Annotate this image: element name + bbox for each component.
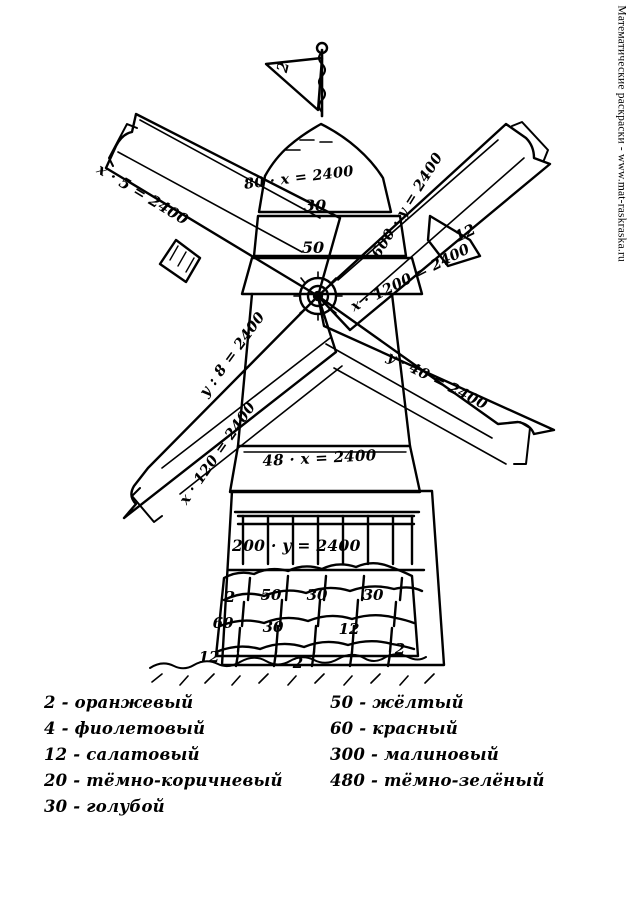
legend-column-left <box>44 690 283 820</box>
number-stone-7: 12 <box>338 620 360 638</box>
legend-item: 480 - тёмно-зелёный <box>330 771 545 790</box>
color-legend <box>0 690 636 840</box>
legend-column-right <box>330 690 545 794</box>
legend-item: 12 - салатовый <box>44 745 200 764</box>
equation-blade-center-right: x · 1200 = 2400 <box>348 240 473 316</box>
number-flag: 2 <box>273 59 293 75</box>
number-stone-3: 30 <box>306 586 328 604</box>
number-stone-8: 2 <box>394 640 406 658</box>
equation-roof-left: 80 · x = 2400 <box>243 162 355 193</box>
equation-roof-right: 600 · y = 2400 <box>368 149 447 262</box>
equation-blade-bottom-left: y : 8 = 2400 <box>196 308 269 400</box>
equation-body-window: 200 · y = 2400 <box>232 536 361 555</box>
number-stone-2: 50 <box>260 586 282 604</box>
legend-item: 4 - фиолетовый <box>44 719 206 738</box>
watermark-text: Математические раскраски - www.mat-raskraska.ru <box>616 5 628 262</box>
equation-body-top: 48 · x = 2400 <box>262 446 377 470</box>
number-blade-tip-right: 12 <box>451 220 479 246</box>
legend-item: 30 - голубой <box>44 797 165 816</box>
number-roof-upper: 30 <box>303 196 327 215</box>
legend-item: 20 - тёмно-коричневый <box>44 771 283 790</box>
equation-blade-right-lower: y · 40 = 2400 <box>384 348 491 414</box>
legend-item: 300 - малиновый <box>330 745 499 764</box>
number-stone-9: 12 <box>198 648 220 666</box>
number-stone-10: 2 <box>292 654 304 672</box>
number-roof-lower: 50 <box>301 238 325 257</box>
equation-blade-low-left: x · 120 = 2400 <box>176 398 260 508</box>
number-stone-1: 2 <box>224 588 236 606</box>
number-stone-6: 30 <box>262 618 284 636</box>
legend-item: 2 - оранжевый <box>44 693 194 712</box>
number-stone-5: 60 <box>212 614 234 632</box>
legend-item: 60 - красный <box>330 719 458 738</box>
legend-item: 50 - жёлтый <box>330 693 464 712</box>
number-stone-4: 30 <box>362 586 384 604</box>
equation-blade-top-left: x · 5 = 2400 <box>93 160 192 229</box>
